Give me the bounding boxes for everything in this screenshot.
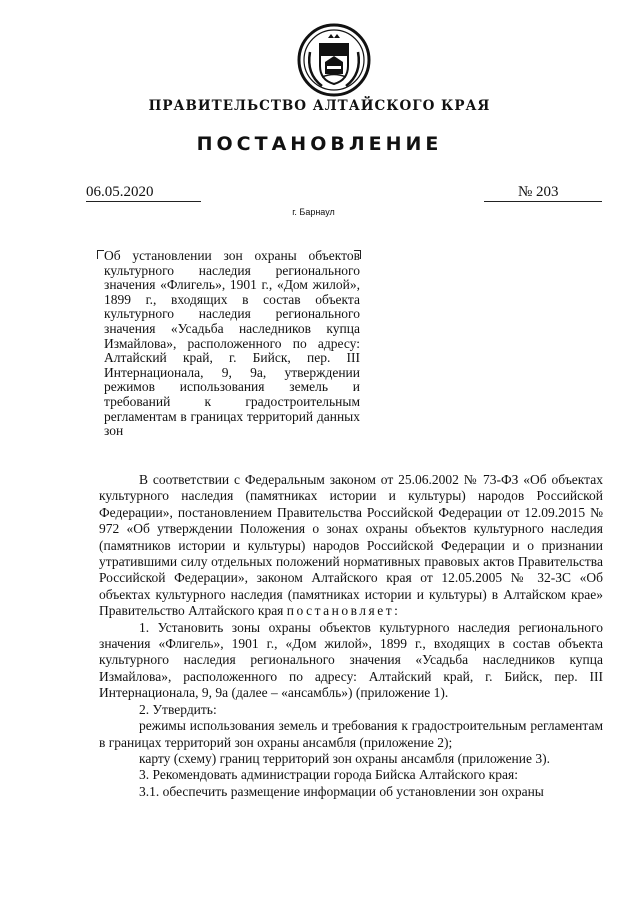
altai-coat-of-arms-icon — [296, 22, 372, 98]
document-body — [99, 472, 603, 800]
item-2: 2. Утвердить: — [139, 701, 217, 717]
postanovlyaet-word: постановляет: — [286, 603, 401, 619]
item-2b: карту (схему) границ территорий зон охраны ансамбля (приложение 3). — [139, 750, 550, 766]
item-3: 3. Рекомендовать администрации города Бийска Алтайского края: — [139, 767, 518, 783]
preamble-text: В соответствии с Федеральным законом от 25.06.2002 № 73-ФЗ «Об объектах культурного наследия (памятниках истории и культуры) народов Российской Федерации», постановлением Правительства Российской Федерации от 12.09.2015 № 972 «Об утверждении Положения о зонах охраны объектов культурного наследия (памятников истории и культуры) народов Российской Федерации и о признании утратившими силу отдельных положений нормативных правовых актов Правительства Российской Федерации», законом Алтайского края от 12.05.2005 № 32-ЗС «Об объектах культурного наследия (памятниках истории и культуры) в Алтайском крае» Правительство Алтайского края — [99, 472, 603, 619]
item-3-1: 3.1. обеспечить размещение информации об установлении зон охраны — [139, 783, 544, 799]
document-type: ПОСТАНОВЛЕНИЕ — [196, 133, 443, 155]
item-2a: режимы использования земель и требования к градостроительным регламентам в границах территорий зон охраны ансамбля (приложение 2); — [99, 718, 603, 750]
preamble-paragraph — [99, 472, 603, 620]
document-number: № 203 — [484, 184, 602, 202]
document-date: 06.05.2020 — [86, 184, 201, 202]
government-name: ПРАВИТЕЛЬСТВО АЛТАЙСКОГО КРАЯ — [148, 98, 491, 114]
item-1: 1. Установить зоны охраны объектов культурного наследия регионального значения «Флигель», 1901 г., «Дом жилой», 1899 г., входящих в состав объекта культурного наследия регионального значения «Усадьба наследников купца Измайлова», расположенного по адресу: Алтайский край, г. Бийск, пер. III Интернационала, 9, 9а (далее – «ансамбль») (приложение 1). — [99, 619, 603, 701]
title-bracket-left — [97, 250, 104, 259]
city-name: г. Барнаул — [292, 207, 335, 217]
document-title: Об установлении зон охраны объектов культурного наследия регионального значения «Флигель», 1901 г., «Дом жилой», 1899 г., входящих в состав объекта культурного наследия регионального значения «Усадьба наследников купца Измайлова», расположенного по адресу: Алтайский край, г. Бийск, пер. III Интернационала, 9, 9а, утверждении режимов использования земель и требований к градостроительным регламентам в границах территорий данных зон — [104, 248, 360, 439]
